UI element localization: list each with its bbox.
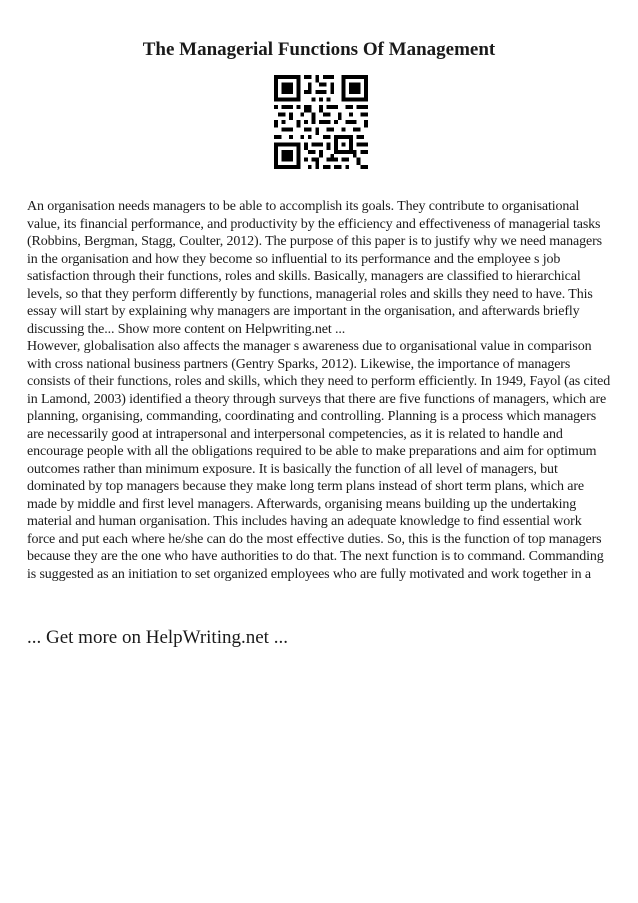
paragraph-intro: An organisation needs managers to be able to accomplish its goals. They contribute to organisational value, its financial performance, and productivity by the efficiency and effectiveness of managerial tasks (Robbins, Bergman, Stagg, Coulter, 2012). The purpose of this paper is to justify why we need managers in the organisation and how they become so influential to its performance and the employee s job satisfaction through their functions, roles and skills. Basically, managers are classified to hierarchical levels, so that they perform differently by functions, managerial roles and skills they need to have. This essay will start by explaining why managers are important in the organisation, and afterwards briefly discussing the... Show more content on Helpwriting.net ... — [27, 199, 602, 337]
page-title: The Managerial Functions Of Management — [142, 39, 496, 60]
get-more-link[interactable]: ... Get more on HelpWriting.net ... — [27, 627, 288, 648]
qr-code-icon — [274, 75, 368, 169]
article-body — [27, 198, 611, 583]
paragraph-main: However, globalisation also affects the manager s awareness due to organisational value in comparison with cross national business partners (Gentry Sparks, 2012). Likewise, the importance of managers consists of their functions, roles and skills, which they need to perform efficiently. In 1949, Fayol (as cited in Lamond, 2003) identified a theory through surveys that there are five functions of managers, which are planning, organising, commanding, coordinating and controlling. Planning is a process which managers are necessarily good at intrapersonal and interpersonal competencies, as it is related to handle and encourage people with all the obligations required to be able to make preparations and aim for optimum outcomes rather than minimum exposure. It is basically the function of all level of managers, but dominated by top managers because they make long term plans instead of short term plans, which are made by middle and first level managers. Afterwards, organising means building up the undertaking material and human organisation. This includes having an adequate knowledge to find essential work force and put each where he/she can do the most effective duties. So, this is the function of top managers because they are the one who have authorities to do that. The next function is to command. Commanding is suggested as an initiation to set organized employees who are fully motivated and work together in a — [27, 339, 611, 582]
